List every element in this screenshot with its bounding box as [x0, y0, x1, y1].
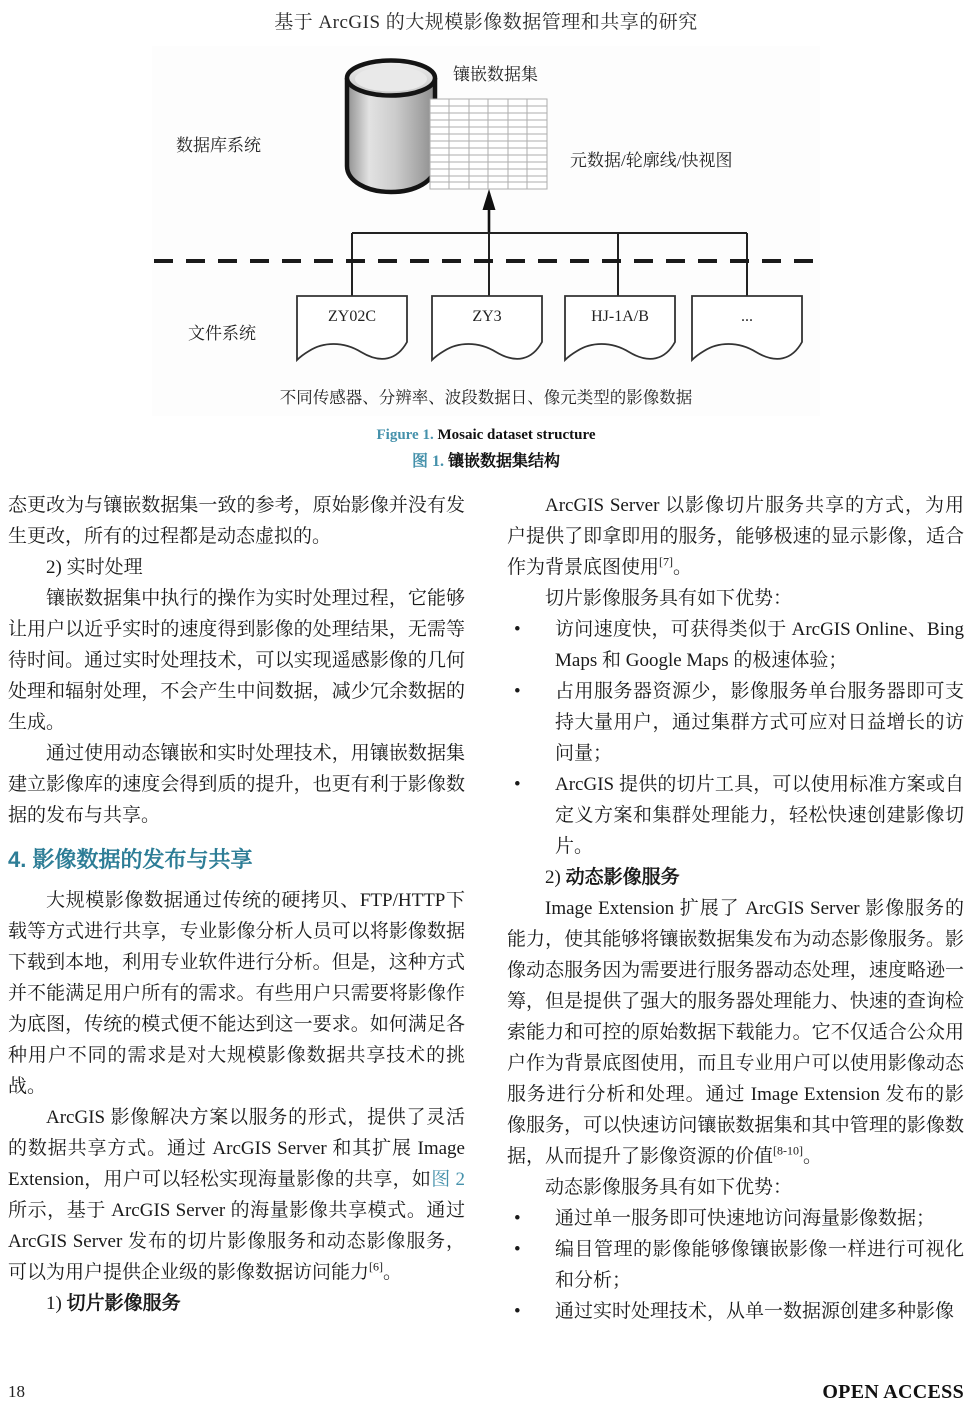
subsection-tiled-service — [8, 1288, 465, 1319]
file-box-zy02c: ZY02C — [328, 308, 376, 325]
open-access-label: OPEN ACCESS — [822, 1381, 964, 1403]
bullet-icon: • — [514, 1301, 521, 1322]
label-database-system: 数据库系统 — [176, 136, 261, 155]
up-arrow-icon — [483, 189, 496, 233]
figure-caption-en — [0, 427, 972, 444]
body-columns — [0, 490, 972, 1327]
file-box-zy3: ZY3 — [472, 308, 502, 325]
label-metadata-footprint-overview: 元数据/轮廓线/快视图 — [570, 151, 733, 170]
file-box-more: ... — [741, 308, 753, 325]
tiled-bullet-3-text: ArcGIS 提供的切片工具，可以使用标准方案或自定义方案和集群处理能力，轻松快速创建影像切片。 — [555, 774, 964, 857]
label-mosaic-dataset: 镶嵌数据集 — [453, 65, 538, 84]
tiled-text-end: 。 — [673, 557, 693, 578]
solution-text-mid: 所示，基于 ArcGIS Server 的海量影像共享模式。通过 ArcGIS Server 发布的切片影像服务和动态影像服务，可以为用户提供企业级的影像数据访问能力 — [8, 1200, 465, 1283]
dynamic-bullet-1-text: 通过单一服务即可快速地访问海量影像数据； — [555, 1208, 936, 1229]
dynamic-text-end: 。 — [803, 1146, 823, 1167]
reference-6: [6] — [369, 1259, 384, 1274]
figure-caption-zh — [0, 448, 972, 471]
subsection-1-number: 1) — [46, 1293, 67, 1314]
dynamic-bullet-2-text: 编目管理的影像能够像镶嵌影像一样进行可视化和分析； — [555, 1239, 964, 1291]
figure-caption-en-text: Mosaic dataset structure — [433, 427, 596, 443]
file-document-shapes — [297, 296, 802, 360]
right-column — [507, 490, 964, 1327]
paragraph-realtime-1: 镶嵌数据集中执行的操作为实时处理过程，它能够让用户以近乎实时的速度得到影像的处理结果，无需等待时间。通过实时处理技术，可以实现遥感影像的几何处理和辐射处理，不会产生中间数据，减少冗余数据的生成。 — [8, 588, 465, 733]
item-realtime-processing-heading: 2) 实时处理 — [46, 557, 143, 578]
subsection-2-number: 2) — [545, 867, 566, 888]
dynamic-bullet-1 — [507, 1203, 964, 1234]
paragraph-sharing-challenge: 大规模影像数据通过传统的硬拷贝、FTP/HTTP下载等方式进行共享，专业影像分析人员可以将影像数据下载到本地，利用专业软件进行分析。但是，这种方式并不能满足用户所有的需求。有些用户只需要将影像作为底图，传统的模式便不能达到这一要求。如何满足各种用户不同的需求是对大规模影像数据共享技术的挑战。 — [8, 890, 465, 1097]
bullet-icon: • — [514, 1208, 521, 1229]
solution-text-pre: ArcGIS 影像解决方案以服务的形式，提供了灵活的数据共享方式。通过 ArcGIS Server 和其扩展 Image Extension，用户可以轻松实现海量影像的共享，如 — [8, 1107, 465, 1190]
tiled-text-pre: ArcGIS Server 以影像切片服务共享的方式，为用户提供了即拿即用的服务，能够极速的显示影像，适合作为背景底图使用 — [507, 495, 964, 578]
figure-mosaic-diagram — [152, 46, 820, 416]
bullet-icon: • — [514, 619, 521, 640]
tiled-bullet-2 — [507, 676, 964, 769]
figure-caption-en-number: Figure 1. — [376, 427, 434, 443]
section-heading-4: 4. 影像数据的发布与共享 — [8, 847, 253, 872]
raster-grid-icon — [430, 99, 547, 189]
dynamic-text-pre: Image Extension 扩展了 ArcGIS Server 影像服务的能力，使其能够将镶嵌数据集发布为动态影像服务。影像动态服务因为需要进行服务器动态处理，速度略逊一筹，但是提供了强大的服务器处理能力、快速的查询检索能力和可控的原始数据下载能力。它不仅适合公众用户作为背景底图使用，而且专业用户可以使用影像动态服务进行分析和处理。通过 Image Extension 发布的影像服务，可以快速访问镶嵌数据集和其中管理的影像数据，从而提升了影像资源的价值 — [507, 898, 964, 1167]
tiled-advantages-intro: 切片影像服务具有如下优势： — [545, 588, 793, 609]
tiled-bullet-3 — [507, 769, 964, 862]
figure-caption-zh-number: 图 1. — [411, 453, 444, 470]
paragraph-realtime-2: 通过使用动态镶嵌和实时处理技术，用镶嵌数据集建立影像库的速度会得到质的提升，也更有利于影像数据的发布与共享。 — [8, 743, 465, 826]
bullet-icon: • — [514, 681, 521, 702]
bullet-icon: • — [514, 1239, 521, 1260]
tiled-bullet-1 — [507, 614, 964, 676]
paragraph-arcgis-solution — [8, 1102, 465, 1288]
dynamic-bullet-3-text: 通过实时处理技术，从单一数据源创建多种影像 — [555, 1301, 955, 1322]
reference-8-10: [8-10] — [773, 1143, 804, 1158]
paragraph-dynamic-reference: 态更改为与镶嵌数据集一致的参考，原始影像并没有发生更改，所有的过程都是动态虚拟的。 — [8, 495, 465, 547]
figure-caption-zh-text: 镶嵌数据集结构 — [444, 453, 561, 470]
page-title: 基于 ArcGIS 的大规模影像数据管理和共享的研究 — [274, 12, 698, 33]
figure-bottom-note: 不同传感器、分辨率、波段数据日、像元类型的影像数据 — [279, 388, 693, 407]
dynamic-bullet-2 — [507, 1234, 964, 1296]
subsection-2-label: 动态影像服务 — [565, 867, 680, 888]
page-number: 18 — [8, 1382, 25, 1401]
connector-tree — [352, 233, 747, 296]
tiled-bullet-2-text: 占用服务器资源少，影像服务单台服务器即可支持大量用户，通过集群方式可应对日益增长的访问量； — [555, 681, 964, 764]
database-cylinder-icon — [347, 61, 435, 193]
label-file-system: 文件系统 — [188, 324, 256, 343]
dynamic-advantages-intro: 动态影像服务具有如下优势： — [545, 1177, 793, 1198]
reference-7: [7] — [659, 554, 674, 569]
bullet-icon: • — [514, 774, 521, 795]
figure2-link[interactable]: 图 2 — [431, 1169, 465, 1190]
paragraph-tiled-service — [507, 490, 964, 583]
tiled-bullet-1-text: 访问速度快，可获得类似于 ArcGIS Online、Bing Maps 和 Google Maps 的极速体验； — [555, 619, 964, 671]
solution-text-end: 。 — [383, 1262, 403, 1283]
mosaic-diagram-graphic — [152, 46, 820, 416]
left-column — [8, 490, 465, 1327]
subsection-1-label: 切片影像服务 — [66, 1293, 181, 1314]
dynamic-bullet-3 — [507, 1296, 964, 1327]
paragraph-dynamic-service — [507, 893, 964, 1172]
file-box-hj1ab: HJ-1A/B — [591, 308, 649, 325]
subsection-dynamic-service — [507, 862, 964, 893]
